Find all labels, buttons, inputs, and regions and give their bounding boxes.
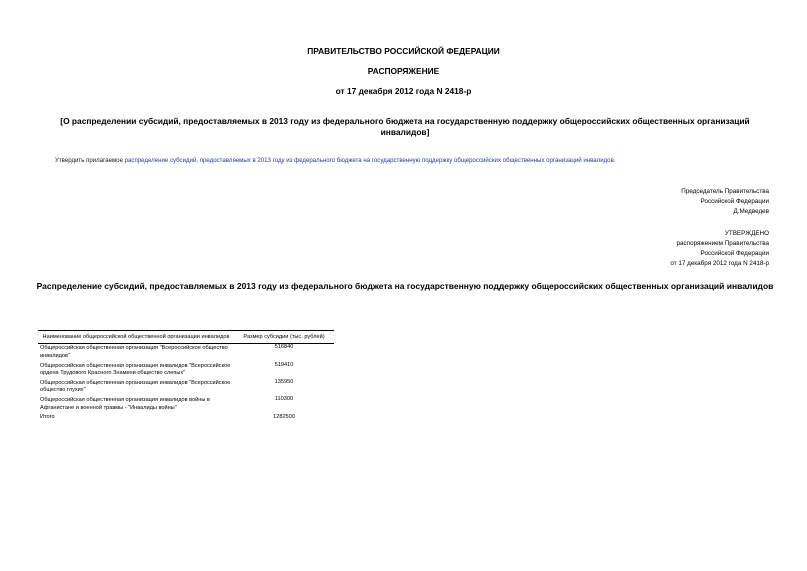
government-heading: ПРАВИТЕЛЬСТВО РОССИЙСКОЙ ФЕДЕРАЦИИ [307,46,500,56]
signature-position: Председатель Правительства [681,188,769,195]
subsidy-table [38,330,334,423]
org-name-cell: Общероссийская общественная организация инвалидов войны в Афганистане и военной травмы - "Инвалиды войны" [40,397,210,411]
table-row [38,379,334,396]
org-column-header: Наименование общероссийской общественной организации инвалидов [38,331,234,344]
org-name-cell: Общероссийская общественная организация инвалидов "Всероссийское общество глухих" [40,380,231,394]
distribution-title: Распределение субсидий, предоставляемых в 2013 году из федерального бюджета на государственную поддержку общероссийских общественных организаций инвалидов [36,281,774,291]
total-label-cell: Итого [40,413,55,420]
approval-country: Российской Федерации [700,250,769,257]
org-name-cell: Общероссийская общественная организация инвалидов "Всероссийское ордена Трудового Красного Знамени общество слепых" [40,362,231,377]
document-title: [О распределении субсидий, предоставляемых в 2013 году из федерального бюджета на государственную поддержку общероссийских общественных организаций инвалидов] [60,116,750,137]
signature-country: Российской Федерации [700,198,769,205]
approval-label: УТВЕРЖДЕНО [724,230,769,237]
signature-name: Д.Медведев [733,208,769,215]
directive-suffix: . [613,157,616,164]
table-row [38,344,334,362]
approval-issuer: распоряжением Правительства [676,240,769,247]
total-amount-cell: 1282500 [273,413,295,420]
table-header-row [38,331,334,344]
approval-date: от 17 декабря 2012 года N 2418-р [670,260,769,267]
directive-paragraph [55,157,616,165]
amount-cell: 110300 [274,396,294,403]
document-type: РАСПОРЯЖЕНИЕ [367,66,440,76]
table-row [38,396,334,413]
amount-cell: 135950 [274,379,294,386]
directive-prefix: Утвердить прилагаемое [55,157,125,164]
amount-cell: 516840 [274,344,294,351]
table-total-row [38,414,334,423]
approval-block [670,229,769,269]
amount-cell: 519410 [274,361,294,368]
document-date-number: от 17 декабря 2012 года N 2418-р [335,86,472,96]
table-row [38,362,334,379]
org-name-cell: Общероссийская общественная организация "Всероссийское общество инвалидов" [40,345,228,359]
amount-column-header: Размер субсидии (тыс. рублей) [234,331,334,344]
distribution-link[interactable]: распределение субсидий, предоставляемых в 2013 году из федерального бюджета на государственную поддержку общероссийских общественных организаций инвалидов [124,157,614,164]
signature-block [681,187,769,217]
